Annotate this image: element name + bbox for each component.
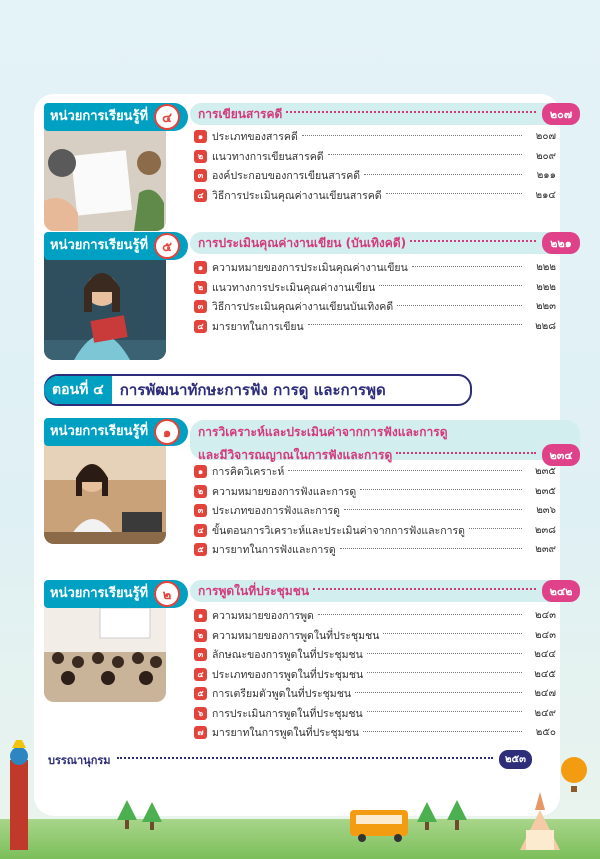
- toc-item[interactable]: [194, 626, 556, 646]
- unit-page: ๒๔๒: [542, 580, 580, 602]
- unit-label-text: หน่วยการเรียนรู้ที่: [50, 109, 149, 124]
- unit-title-line1: การวิเคราะห์และประเมินค่าจากการฟังและการดู: [198, 425, 448, 439]
- item-page: ๒๒๘: [535, 320, 556, 332]
- unit-number: ๒: [154, 581, 180, 607]
- leader-dots: [396, 452, 536, 454]
- toc-item[interactable]: [194, 665, 556, 685]
- item-page: ๒๓๕: [535, 466, 556, 478]
- item-title: มารยาทในการเขียน: [212, 320, 304, 333]
- item-page: ๒๒๓: [535, 301, 556, 313]
- unit-items: [194, 258, 556, 336]
- toc-item[interactable]: [194, 684, 556, 704]
- item-page: ๒๔๔: [534, 649, 556, 661]
- item-number: ๔: [194, 668, 207, 681]
- item-number: ๓: [194, 169, 207, 182]
- item-page: ๒๔๓: [535, 629, 556, 641]
- item-title: ขั้นตอนการวิเคราะห์และประเมินค่าจากการฟังและการดู: [212, 524, 465, 537]
- unit-s4-2-block: [44, 580, 573, 745]
- toc-item[interactable]: [194, 258, 556, 278]
- toc-item[interactable]: [194, 704, 556, 724]
- section-label: ตอนที่ ๔: [44, 376, 112, 404]
- item-page: ๒๔๓: [535, 610, 556, 622]
- item-title: มารยาทในการฟังและการดู: [212, 544, 336, 557]
- unit-5-block: [44, 232, 572, 362]
- unit-items: [194, 127, 556, 205]
- toc-item[interactable]: [194, 278, 556, 298]
- item-number: ๓: [194, 300, 207, 313]
- item-page: ๒๑๑: [536, 170, 556, 182]
- item-page: ๒๒๒: [536, 281, 556, 293]
- item-title: องค์ประกอบของการเขียนสารคดี: [212, 170, 361, 183]
- item-number: ๑: [194, 261, 207, 274]
- unit-4-block: [44, 103, 573, 233]
- bibliography-label: บรรณานุกรม: [48, 753, 111, 767]
- item-title: วิธีการประเมินคุณค่างานเขียนสารคดี: [212, 189, 382, 202]
- toc-item[interactable]: [194, 462, 556, 482]
- item-page: ๒๔๕: [534, 668, 556, 680]
- item-number: ๕: [194, 543, 207, 556]
- item-title: การคิดวิเคราะห์: [212, 466, 285, 479]
- toc-item[interactable]: [194, 521, 556, 541]
- item-page: ๒๔๙: [534, 707, 556, 719]
- unit-label-text: หน่วยการเรียนรู้ที่: [50, 424, 149, 439]
- item-number: ๖: [194, 707, 207, 720]
- item-number: ๑: [194, 130, 207, 143]
- item-title: ลักษณะของการพูดในที่ประชุมชน: [212, 649, 363, 662]
- item-title: ประเภทของสารคดี: [212, 131, 298, 144]
- toc-item[interactable]: [194, 297, 556, 317]
- item-number: ๗: [194, 726, 207, 739]
- unit-label: [44, 103, 188, 131]
- unit-number: ๑: [154, 419, 180, 445]
- toc-item[interactable]: [194, 645, 556, 665]
- item-title: ความหมายของการฟังและการดู: [212, 485, 357, 498]
- unit-page: ๒๓๔: [542, 444, 580, 466]
- toc-item[interactable]: [194, 482, 556, 502]
- item-number: ๔: [194, 189, 207, 202]
- item-title: การเตรียมตัวพูดในที่ประชุมชน: [212, 688, 351, 701]
- item-title: การประเมินการพูดในที่ประชุมชน: [212, 707, 363, 720]
- item-number: ๒: [194, 485, 207, 498]
- reading-woman-photo: [44, 252, 166, 360]
- item-page: ๒๕๐: [535, 727, 556, 739]
- unit-items: [194, 462, 556, 560]
- unit-page: ๒๒๑: [542, 232, 580, 254]
- item-page: ๒๑๔: [535, 189, 556, 201]
- toc-item[interactable]: [194, 540, 556, 560]
- item-number: ๓: [194, 504, 207, 517]
- item-page: ๒๓๘: [534, 524, 556, 536]
- item-page: ๒๓๕: [535, 485, 556, 497]
- item-title: วิธีการประเมินคุณค่างานเขียนบันเทิงคดี: [212, 301, 394, 314]
- unit-items: [194, 606, 556, 743]
- unit-title-bar[interactable]: [190, 103, 580, 125]
- item-title: ความหมายของการประเมินคุณค่างานเขียน: [212, 262, 408, 275]
- unit-number: ๕: [154, 233, 180, 259]
- item-number: ๔: [194, 320, 207, 333]
- leader-dots: [286, 111, 536, 113]
- unit-title: การเขียนสารคดี: [198, 106, 283, 121]
- toc-item[interactable]: [194, 186, 556, 206]
- item-title: ประเภทของการฟังและการดู: [212, 505, 340, 518]
- item-page: ๒๓๙: [535, 544, 556, 556]
- item-title: ความหมายของการพูดในที่ประชุมชน: [212, 629, 380, 642]
- footer-illustration: [0, 740, 600, 859]
- unit-label: [44, 418, 188, 446]
- item-number: ๒: [194, 150, 207, 163]
- listening-woman-photo: [44, 440, 166, 544]
- toc-item[interactable]: [194, 127, 556, 147]
- unit-title-bar[interactable]: [190, 580, 580, 602]
- unit-title-bar[interactable]: [190, 232, 580, 254]
- item-title: แนวทางการเขียนสารคดี: [212, 150, 324, 163]
- item-number: ๑: [194, 465, 207, 478]
- item-title: ประเภทของการพูดในที่ประชุมชน: [212, 668, 364, 681]
- item-title: ความหมายของการพูด: [212, 610, 314, 623]
- item-page: ๒๒๒: [536, 262, 556, 274]
- unit-page: ๒๐๗: [542, 103, 580, 125]
- unit-number: ๔: [154, 104, 180, 130]
- item-title: แนวทางการประเมินคุณค่างานเขียน: [212, 281, 376, 294]
- unit-label-text: หน่วยการเรียนรู้ที่: [50, 238, 149, 253]
- toc-item[interactable]: [194, 166, 556, 186]
- unit-title: และมีวิจารณญาณในการฟังและการดู: [198, 447, 393, 462]
- item-page: ๒๐๙: [535, 150, 556, 162]
- item-number: ๔: [194, 524, 207, 537]
- item-number: ๕: [194, 687, 207, 700]
- unit-label-text: หน่วยการเรียนรู้ที่: [50, 586, 149, 601]
- section-heading: [44, 374, 472, 406]
- item-title: มารยาทในการพูดในที่ประชุมชน: [212, 727, 359, 740]
- toc-item[interactable]: [194, 147, 556, 167]
- item-page: ๒๓๖: [536, 505, 556, 517]
- toc-item[interactable]: [194, 317, 556, 337]
- item-number: ๓: [194, 648, 207, 661]
- toc-item[interactable]: [194, 501, 556, 521]
- item-number: ๒: [194, 281, 207, 294]
- unit-label: [44, 580, 188, 608]
- toc-item[interactable]: [194, 606, 556, 626]
- unit-label: [44, 232, 188, 260]
- unit-title-bar[interactable]: [190, 420, 580, 460]
- leader-dots: [410, 240, 536, 242]
- unit-title: การพูดในที่ประชุมชน: [198, 583, 310, 598]
- section-title: การพัฒนาทักษะการฟัง การดู และการพูด: [119, 381, 386, 399]
- writing-desk-photo: [44, 123, 166, 231]
- bibliography-page: ๒๕๓: [499, 750, 532, 769]
- item-page: ๒๐๗: [535, 131, 556, 143]
- item-number: ๑: [194, 609, 207, 622]
- leader-dots: [313, 588, 536, 590]
- unit-s4-1-block: [44, 418, 573, 563]
- unit-title: การประเมินคุณค่างานเขียน (บันเทิงคดี): [198, 235, 407, 250]
- item-number: ๒: [194, 629, 207, 642]
- item-page: ๒๔๗: [534, 688, 556, 700]
- conference-photo: [44, 602, 166, 702]
